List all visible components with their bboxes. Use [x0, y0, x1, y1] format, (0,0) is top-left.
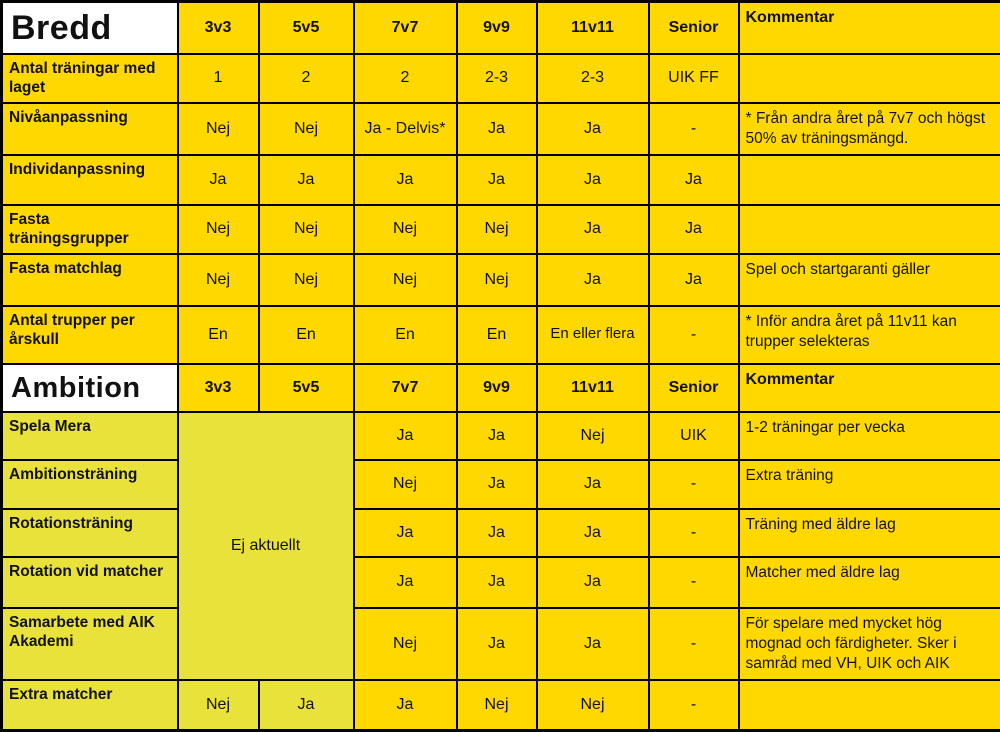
value-cell: Ja: [354, 155, 457, 205]
ambition-row-rotationstraning: [2, 509, 1000, 557]
value-cell: Nej: [178, 680, 259, 730]
comment-cell: Spel och startgaranti gäller: [739, 254, 1000, 306]
comment-cell: [739, 54, 1000, 103]
value-cell: Nej: [259, 254, 354, 306]
value-cell: Nej: [537, 412, 649, 460]
value-cell: Ja: [649, 155, 739, 205]
bredd-header-row: [2, 2, 1000, 54]
value-cell: Ja: [259, 155, 354, 205]
value-cell: Nej: [354, 254, 457, 306]
value-cell: Ja: [354, 680, 457, 730]
comment-cell: Extra träning: [739, 460, 1000, 509]
ambition-col-header-senior: Senior: [649, 364, 739, 412]
row-label: Individanpassning: [2, 155, 178, 205]
bredd-col-header-11v11: 11v11: [537, 2, 649, 54]
value-cell: Nej: [354, 205, 457, 254]
value-cell: Ja: [354, 412, 457, 460]
bredd-row-individanpassning: [2, 155, 1000, 205]
bredd-row-antal-trupper: [2, 306, 1000, 364]
comment-cell: För spelare med mycket hög mognad och färdigheter. Sker i samråd med VH, UIK och AIK: [739, 608, 1000, 680]
row-label: Extra matcher: [2, 680, 178, 730]
value-cell: Ja: [457, 608, 537, 680]
bredd-row-fasta-traningsgrupper: [2, 205, 1000, 254]
value-cell: Ja: [537, 155, 649, 205]
value-cell: Ja: [457, 103, 537, 155]
bredd-section-title: Bredd: [2, 2, 178, 54]
ambition-col-header-3v3: 3v3: [178, 364, 259, 412]
value-cell: UIK FF: [649, 54, 739, 103]
ambition-col-header-7v7: 7v7: [354, 364, 457, 412]
value-cell: Nej: [354, 608, 457, 680]
ambition-row-ambitionstraning: [2, 460, 1000, 509]
value-cell: Nej: [457, 205, 537, 254]
value-cell: -: [649, 557, 739, 608]
comment-cell: [739, 205, 1000, 254]
value-cell: Ja: [537, 254, 649, 306]
value-cell: -: [649, 680, 739, 730]
ambition-col-header-kommentar: Kommentar: [739, 364, 1000, 412]
value-cell: Nej: [178, 103, 259, 155]
ambition-row-rotation-vid-matcher: [2, 557, 1000, 608]
value-cell: -: [649, 460, 739, 509]
bredd-row-nivaanpassning: [2, 103, 1000, 155]
value-cell: -: [649, 306, 739, 364]
value-cell: -: [649, 608, 739, 680]
value-cell: Nej: [457, 254, 537, 306]
value-cell: Nej: [178, 205, 259, 254]
row-label: Rotation vid matcher: [2, 557, 178, 608]
bredd-row-fasta-matchlag: [2, 254, 1000, 306]
value-cell: Ja: [457, 155, 537, 205]
value-cell: Nej: [457, 680, 537, 730]
ambition-row-samarbete-aik: [2, 608, 1000, 680]
row-label: Samarbete med AIK Akademi: [2, 608, 178, 680]
value-cell: En: [259, 306, 354, 364]
row-label: Antal trupper per årskull: [2, 306, 178, 364]
value-cell: -: [649, 509, 739, 557]
value-cell: Ja: [457, 509, 537, 557]
row-label: Antal träningar med laget: [2, 54, 178, 103]
value-cell: Ja: [354, 509, 457, 557]
value-cell: 2-3: [537, 54, 649, 103]
value-cell: Ja: [354, 557, 457, 608]
row-label: Ambitionsträning: [2, 460, 178, 509]
value-cell: Ja: [537, 608, 649, 680]
value-cell: Ja: [649, 254, 739, 306]
ambition-section-title: Ambition: [2, 364, 178, 412]
value-cell: En eller flera: [537, 306, 649, 364]
value-cell: En: [457, 306, 537, 364]
value-cell: Ja: [537, 205, 649, 254]
bredd-col-header-5v5: 5v5: [259, 2, 354, 54]
value-cell: 1: [178, 54, 259, 103]
value-cell: Nej: [259, 205, 354, 254]
ambition-col-header-11v11: 11v11: [537, 364, 649, 412]
value-cell: En: [178, 306, 259, 364]
value-cell: Ja: [537, 509, 649, 557]
comment-cell: * Från andra året på 7v7 och högst 50% av träningsmängd.: [739, 103, 1000, 155]
bredd-col-header-senior: Senior: [649, 2, 739, 54]
value-cell: -: [649, 103, 739, 155]
value-cell: Ja: [457, 412, 537, 460]
value-cell: Ja: [649, 205, 739, 254]
value-cell: UIK: [649, 412, 739, 460]
value-cell: Ja: [537, 557, 649, 608]
comment-cell: * Inför andra året på 11v11 kan trupper selekteras: [739, 306, 1000, 364]
row-label: Fasta träningsgrupper: [2, 205, 178, 254]
ambition-header-row: [2, 364, 1000, 412]
ej-aktuellt-cell: Ej aktuellt: [178, 412, 354, 680]
ambition-row-extra-matcher: [2, 680, 1000, 730]
value-cell: Nej: [178, 254, 259, 306]
value-cell: Ja: [259, 680, 354, 730]
bredd-col-header-9v9: 9v9: [457, 2, 537, 54]
value-cell: Ja - Delvis*: [354, 103, 457, 155]
ambition-col-header-5v5: 5v5: [259, 364, 354, 412]
value-cell: Ja: [178, 155, 259, 205]
row-label: Fasta matchlag: [2, 254, 178, 306]
value-cell: Ja: [537, 460, 649, 509]
bredd-col-header-kommentar: Kommentar: [739, 2, 1000, 54]
comment-cell: 1-2 träningar per vecka: [739, 412, 1000, 460]
value-cell: Nej: [354, 460, 457, 509]
ambition-row-spela-mera: [2, 412, 1000, 460]
row-label: Spela Mera: [2, 412, 178, 460]
row-label: Rotationsträning: [2, 509, 178, 557]
value-cell: Ja: [537, 103, 649, 155]
bredd-col-header-7v7: 7v7: [354, 2, 457, 54]
value-cell: Ja: [457, 460, 537, 509]
value-cell: Nej: [259, 103, 354, 155]
value-cell: Ja: [457, 557, 537, 608]
row-label: Nivåanpassning: [2, 103, 178, 155]
comment-cell: [739, 155, 1000, 205]
bredd-col-header-3v3: 3v3: [178, 2, 259, 54]
value-cell: 2: [259, 54, 354, 103]
comment-cell: Matcher med äldre lag: [739, 557, 1000, 608]
value-cell: 2-3: [457, 54, 537, 103]
comment-cell: [739, 680, 1000, 730]
bredd-row-antal-traningar: [2, 54, 1000, 103]
value-cell: 2: [354, 54, 457, 103]
value-cell: En: [354, 306, 457, 364]
ambition-col-header-9v9: 9v9: [457, 364, 537, 412]
comment-cell: Träning med äldre lag: [739, 509, 1000, 557]
value-cell: Nej: [537, 680, 649, 730]
